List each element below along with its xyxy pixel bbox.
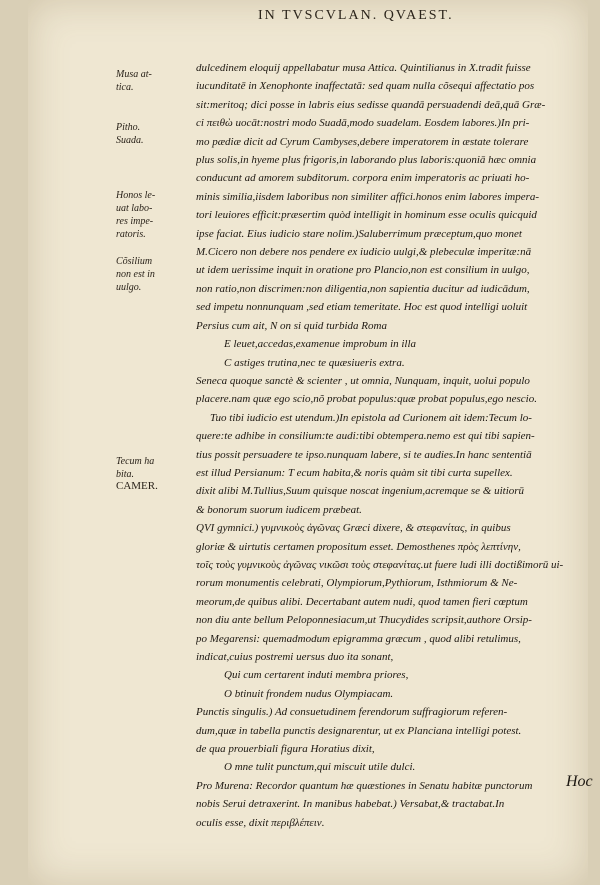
margin-note-pitho: Pitho. Suada.: [116, 122, 144, 146]
text-line: Tuo tibi iudicio est utendum.)In epistola ad Curionem ait idem:Tecum lo-: [210, 411, 532, 424]
text-line: O btinuit frondem nudus Olympiacam.: [224, 687, 394, 700]
text-line: Qui cum certarent induti membra priores,: [224, 669, 409, 682]
text-line: dum,quæ in tabella punctis designarentur, ut ex Planciana intelligi potest.: [196, 724, 522, 737]
text-line: & bonorum suorum iudicem præbeat.: [196, 503, 362, 516]
text-line: non ratio,non discrimen:non diligentia,non sapientia ducitur ad iudicādum,: [196, 282, 530, 295]
text-line: oculis esse, dixit περιβλέπειν.: [196, 816, 325, 829]
text-line: iucunditatē in Xenophonte inaffectatā: sed quam nulla cõsequi affectatio pos: [196, 80, 535, 93]
margin-note-tecum-habita: Tecum ha bita.: [116, 456, 155, 480]
book-page: [28, 0, 593, 885]
margin-note-camer: CAMER.: [116, 480, 158, 492]
text-line: O mne tulit punctum,qui miscuit utile dulci.: [224, 761, 416, 774]
text-line: meorum,de quibus alibi. Decertabant autem nudi, quod tamen fieri cœptum: [196, 595, 528, 608]
text-line: ipse faciat. Eius iudicio stare nolim.)Saluberrimum præceptum,quo monet: [196, 227, 522, 240]
body-text: [196, 59, 600, 832]
text-line: quere:te adhibe in consilium:te audi:tibi obtempera.nemo est qui tibi sapien-: [196, 430, 535, 443]
text-line: QVI gymnici.) γυμνικοὺς ἀγῶνας Græci dixere, & στεφανίτας, in quibus: [196, 522, 511, 535]
text-line: dixit alibi M.Tullius,Suum quisque noscat ingenium,acremque se & uitiorū: [196, 485, 525, 498]
text-line: τοῖς τοὺς γυμνικοὺς ἀγῶνας νικῶσι τοὺς στεφανίτας.ut fuere ludi illi doctißimorū ui-: [196, 558, 564, 571]
text-line: M.Cicero non debere nos pendere ex iudicio uulgi,& plebeculæ imperitæ:nā: [196, 246, 532, 259]
text-line: sit:meritoq; dici posse in labris eius sedisse quandā persuadendi deā,quā Græ-: [196, 98, 546, 111]
text-line: rorum monumentis celebrati, Olympiorum,Pythiorum, Isthmiorum & Ne-: [196, 577, 518, 590]
text-line: tori leuiores efficit:præsertim quòd intelligit in hominum esse oculis quicquid: [196, 209, 537, 222]
text-line: nobis Serui detraxerint. In manibus habebat.) Versabat,& tractabat.In: [196, 798, 505, 811]
catchword: Hoc: [566, 773, 593, 790]
text-line: ci πειθὼ uocāt:nostri modo Suadā,modo suadelam. Eosdem labores.)In pri-: [196, 117, 530, 130]
text-line: mo pædiæ dicit ad Cyrum Cambyses,debere imperatorem in æstate tolerare: [196, 135, 529, 148]
text-line: C astiges trutina,nec te quæsiueris extra.: [224, 356, 405, 369]
text-line: non diu ante bellum Peloponnesiacum,ut Thucydides scripsit,authore Orsip-: [196, 614, 532, 627]
text-line: E leuet,accedas,examenue improbum in illa: [224, 338, 417, 351]
text-line: tius possit persuadere te ipso.nunquam labere, si te audies.In hanc sententiā: [196, 448, 532, 461]
text-line: gloriæ & uirtutis certamen propositum esset. Demosthenes πρὸς λεπτίνην,: [196, 540, 521, 553]
text-line: Seneca quoque sanctè & scienter , ut omnia, Nunquam, inquit, uolui populo: [196, 374, 530, 387]
text-line: Punctis singulis.) Ad consuetudinem ferendorum suffragiorum referen-: [196, 706, 508, 719]
text-line: de qua prouerbiali figura Horatius dixit,: [196, 743, 375, 756]
text-line: dulcedinem eloquij appellabatur musa Attica. Quintilianus in X.tradit fuisse: [196, 62, 531, 74]
margin-note-consilium: Cõsilium non est in uulgo.: [116, 256, 155, 293]
text-line: sed impetu nonnunquam ,sed etiam temeritate. Hoc est quod intelligi uoluit: [196, 301, 528, 314]
margin-note-musa-attica: Musa at- tica.: [116, 69, 152, 93]
text-line: Persius cum ait, N on si quid turbida Roma: [196, 319, 387, 332]
text-line: indicat,cuius postremi uersus duo ita sonant,: [196, 651, 394, 663]
text-line: ut idem uerissime inquit in oratione pro Plancio,non est consilium in uulgo,: [196, 264, 530, 277]
margin-note-honos: Honos le- uat labo- res impe- ratoris.: [116, 190, 156, 240]
running-head: IN TVSCVLAN. QVAEST.: [258, 8, 454, 23]
text-line: plus solis,in hyeme plus frigoris,in laborando plus laboris:quoniā hæc omnia: [196, 154, 537, 167]
text-line: conducunt ad amorem subditorum. corpora enim imperatoris ac priuati ho-: [196, 172, 530, 185]
text-line: est illud Persianum: T ecum habita,& noris quàm sit tibi curta supellex.: [196, 466, 513, 479]
text-line: minis similia,iisdem laboribus non similiter affici.honos enim labores impera-: [196, 190, 540, 203]
text-line: po Megarensi: quemadmodum epigramma græcum , quod alibi retulimus,: [196, 632, 521, 645]
text-line: placere.nam quæ ego scio,nõ probat populus:quæ probat populus,ego nescio.: [196, 393, 537, 406]
text-line: Pro Murena: Recordor quantum hæ quæstiones in Senatu habitæ punctorum: [196, 779, 533, 792]
